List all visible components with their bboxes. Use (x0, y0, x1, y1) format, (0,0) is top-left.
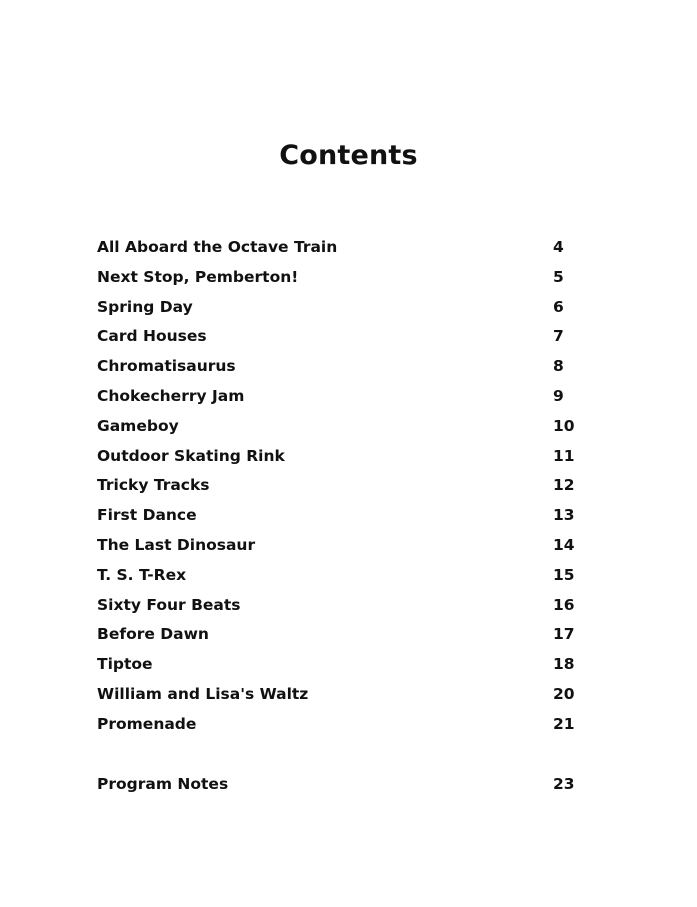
toc-entry-page: 4 (553, 238, 564, 256)
toc-entry-page: 13 (553, 506, 575, 525)
toc-entry-title: Tiptoe (97, 655, 153, 674)
toc-entry-page: 16 (553, 595, 575, 614)
toc-entry (97, 472, 577, 502)
toc-entry (97, 323, 577, 353)
toc-entry (97, 502, 577, 532)
toc-entry-page: 14 (553, 535, 575, 554)
toc-entry-page: 11 (553, 446, 575, 465)
toc-entry-title: T. S. T-Rex (97, 565, 187, 584)
toc-entry-title: First Dance (97, 506, 197, 525)
toc-entry-title: Tricky Tracks (97, 476, 210, 495)
toc-entry-title: Spring Day (97, 297, 193, 316)
toc-entry-page: 18 (553, 655, 575, 674)
toc-entry-page: 17 (553, 625, 575, 644)
toc-entry (97, 562, 577, 592)
toc-entry-title: Chokecherry Jam (97, 386, 245, 405)
toc-entry (97, 264, 577, 294)
toc-entry-title: Gameboy (97, 416, 179, 435)
toc-entry (97, 234, 577, 264)
toc-entry-page: 8 (553, 357, 564, 376)
toc-entry-title: Outdoor Skating Rink (97, 446, 285, 465)
toc-entry-title: Promenade (97, 714, 197, 733)
toc-entry (97, 532, 577, 562)
toc-entry-page: 7 (553, 327, 564, 346)
toc-entry-title: Program Notes (97, 774, 229, 793)
toc-entry (97, 294, 577, 324)
toc-entry-title: Next Stop, Pemberton! (97, 267, 299, 286)
toc-entry (97, 651, 577, 681)
toc-entry-title: Sixty Four Beats (97, 595, 241, 614)
toc-entry-title: All Aboard the Octave Train (97, 238, 338, 256)
toc-entry (97, 681, 577, 711)
toc-entry-page: 15 (553, 565, 575, 584)
toc-entry-page: 10 (553, 416, 575, 435)
toc-entry (97, 413, 577, 443)
page-title: Contents (279, 140, 418, 171)
toc-entry-page: 21 (553, 714, 575, 733)
toc-entry-title: Chromatisaurus (97, 357, 236, 376)
toc-entry (97, 383, 577, 413)
toc-entry-title: William and Lisa's Waltz (97, 684, 309, 703)
toc-entry-page: 20 (553, 684, 575, 703)
toc-entry-page: 12 (553, 476, 575, 495)
toc-entry (97, 711, 577, 741)
toc-entry-title: Card Houses (97, 327, 207, 346)
toc-entry-title: The Last Dinosaur (97, 535, 256, 554)
toc-entry-page: 6 (553, 297, 564, 316)
toc-entry-page: 23 (553, 774, 575, 793)
toc-entry (97, 353, 577, 383)
toc-entry-page: 9 (553, 386, 564, 405)
toc-entry (97, 443, 577, 473)
table-of-contents (97, 234, 577, 800)
toc-entry (97, 621, 577, 651)
toc-entry-title: Before Dawn (97, 625, 209, 644)
toc-entry (97, 592, 577, 622)
toc-entry-page: 5 (553, 267, 564, 286)
toc-entry-program-notes (97, 771, 577, 801)
